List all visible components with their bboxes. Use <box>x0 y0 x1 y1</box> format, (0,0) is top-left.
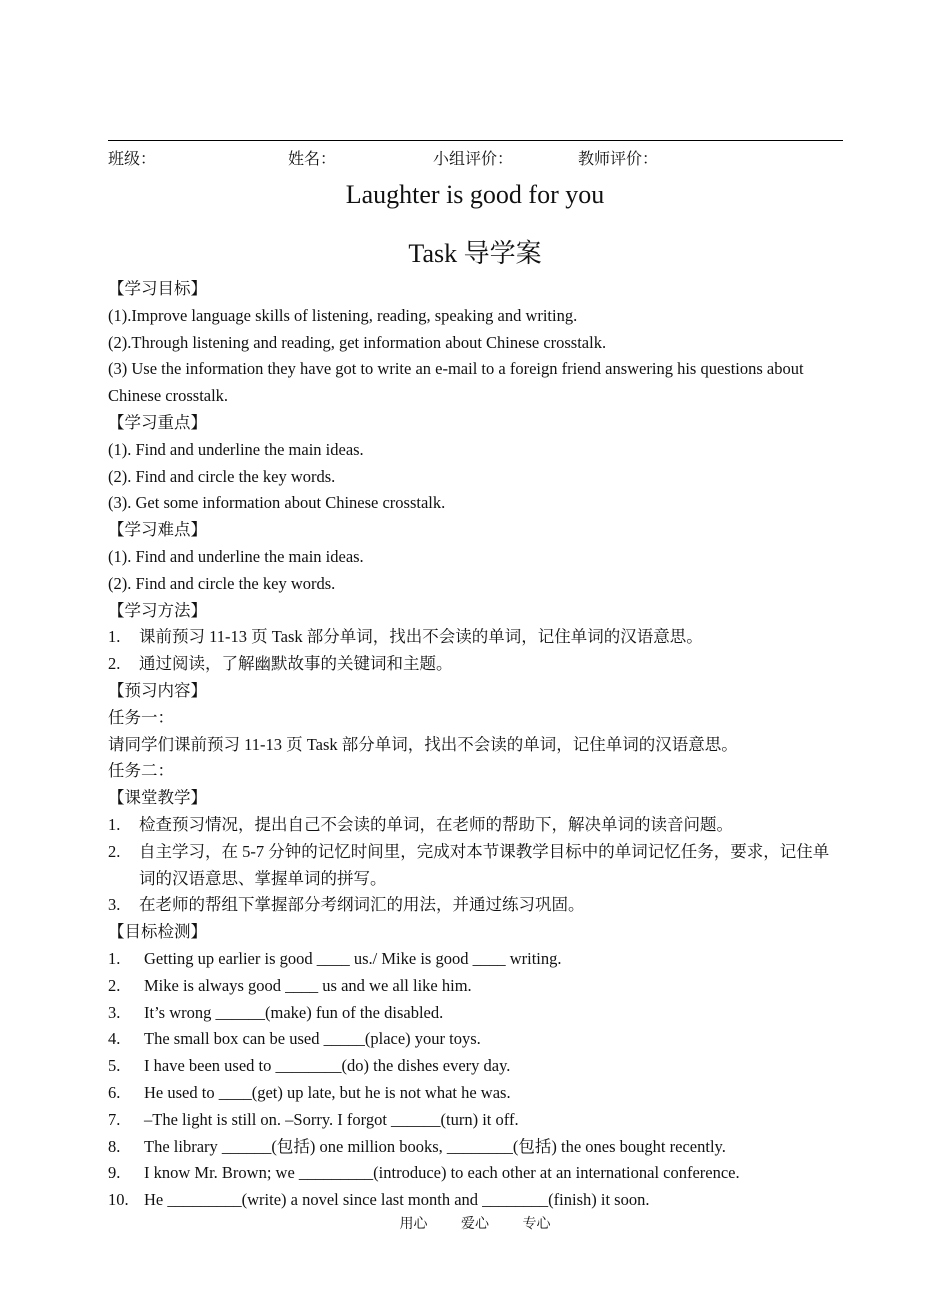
item-text: I know Mr. Brown; we _________(introduce) to each other at an international conference. <box>144 1163 740 1183</box>
exercise-item <box>108 1160 844 1187</box>
item-number: 1. <box>108 948 121 968</box>
item-text: The small box can be used _____(place) your toys. <box>144 1029 481 1049</box>
header-rule <box>108 140 843 141</box>
footer-text: 专心 <box>522 1217 551 1232</box>
classroom-item <box>108 812 844 839</box>
classroom-item <box>108 839 844 893</box>
key-point-item: (2). Find and circle the key words. <box>108 466 336 486</box>
item-number: 4. <box>108 1029 121 1049</box>
exercise-item <box>108 973 844 1000</box>
item-number: 1. <box>108 814 121 834</box>
difficulties-heading: 【学习难点】 <box>108 520 207 540</box>
teacher-eval-label: 教师评价： <box>578 151 659 168</box>
item-number: 5. <box>108 1056 121 1076</box>
item-text: 通过阅读，了解幽默故事的关键词和主题。 <box>139 654 453 674</box>
item-number: 2. <box>108 841 121 861</box>
objective-item: (1).Improve language skills of listening, reading, speaking and writing. <box>108 305 578 325</box>
item-number: 8. <box>108 1136 121 1156</box>
method-item <box>108 651 844 678</box>
document-body <box>108 276 844 1214</box>
test-heading: 【目标检测】 <box>108 922 207 942</box>
exercise-item <box>108 1000 844 1027</box>
item-text: I have been used to ________(do) the dishes every day. <box>144 1056 511 1076</box>
item-text: –The light is still on. –Sorry. I forgot ______(turn) it off. <box>144 1109 519 1129</box>
method-item <box>108 624 844 651</box>
difficulty-item: (2). Find and circle the key words. <box>108 573 336 593</box>
key-point-item: (3). Get some information about Chinese crosstalk. <box>108 493 446 513</box>
item-text: He used to ____(get) up late, but he is not what he was. <box>144 1082 511 1102</box>
footer-text: 爱心 <box>461 1217 489 1232</box>
difficulty-item: (1). Find and underline the main ideas. <box>108 546 364 566</box>
item-number: 6. <box>108 1082 121 1102</box>
exercise-item <box>108 1026 844 1053</box>
item-text: The library ______(包括) one million books, ________(包括) the ones bought recently. <box>144 1136 726 1156</box>
exercise-item <box>108 1053 844 1080</box>
item-number: 3. <box>108 1002 121 1022</box>
objective-item: (2).Through listening and reading, get information about Chinese crosstalk. <box>108 332 607 352</box>
exercise-item <box>108 1187 844 1214</box>
item-text: Mike is always good ____ us and we all like him. <box>144 975 472 995</box>
item-number: 10. <box>108 1190 129 1210</box>
item-number: 9. <box>108 1163 121 1183</box>
item-text: 自主学习，在 5-7 分钟的记忆时间里，完成对本节课教学目标中的单词记忆任务，要求，记住单词的汉语意思、掌握单词的拼写。 <box>139 841 830 888</box>
task2-label: 任务二： <box>108 761 174 781</box>
item-text: 检查预习情况，提出自己不会读的单词，在老师的帮助下，解决单词的读音问题。 <box>139 814 733 834</box>
objective-item: (3) Use the information they have got to write an e-mail to a foreign friend answering his questions about Chinese crosstalk. <box>108 359 804 406</box>
item-text: Getting up earlier is good ____ us./ Mike is good ____ writing. <box>144 948 562 968</box>
item-number: 2. <box>108 975 121 995</box>
page-footer <box>0 1213 950 1233</box>
item-number: 2. <box>108 654 121 674</box>
item-number: 7. <box>108 1109 121 1129</box>
classroom-heading: 【课堂教学】 <box>108 788 207 808</box>
item-text: He _________(write) a novel since last month and ________(finish) it soon. <box>144 1190 650 1210</box>
item-number: 3. <box>108 895 121 915</box>
preview-heading: 【预习内容】 <box>108 680 207 700</box>
item-text: 在老师的帮组下掌握部分考纲词汇的用法，并通过练习巩固。 <box>139 895 585 915</box>
document-subtitle: Task 导学案 <box>408 239 542 268</box>
exercise-item <box>108 1107 844 1134</box>
document-title: Laughter is good for you <box>345 180 605 209</box>
item-text: It’s wrong ______(make) fun of the disabled. <box>144 1002 444 1022</box>
exercise-item <box>108 1134 844 1161</box>
exercise-item <box>108 946 844 973</box>
methods-heading: 【学习方法】 <box>108 600 207 620</box>
footer-text: 用心 <box>399 1217 428 1232</box>
classroom-item <box>108 892 844 919</box>
class-label: 班级： <box>108 151 157 168</box>
exercise-item <box>108 1080 844 1107</box>
item-text: 课前预习 11-13 页 Task 部分单词，找出不会读的单词，记住单词的汉语意思。 <box>139 627 703 647</box>
objectives-heading: 【学习目标】 <box>108 279 207 298</box>
name-label: 姓名： <box>288 151 337 168</box>
item-number: 1. <box>108 627 121 647</box>
task1-label: 任务一： <box>108 707 174 727</box>
group-eval-label: 小组评价： <box>433 151 514 168</box>
key-point-item: (1). Find and underline the main ideas. <box>108 439 364 459</box>
task1-text: 请同学们课前预习 11-13 页 Task 部分单词，找出不会读的单词，记住单词的汉语意思。 <box>108 734 738 754</box>
key-points-heading: 【学习重点】 <box>108 412 207 432</box>
